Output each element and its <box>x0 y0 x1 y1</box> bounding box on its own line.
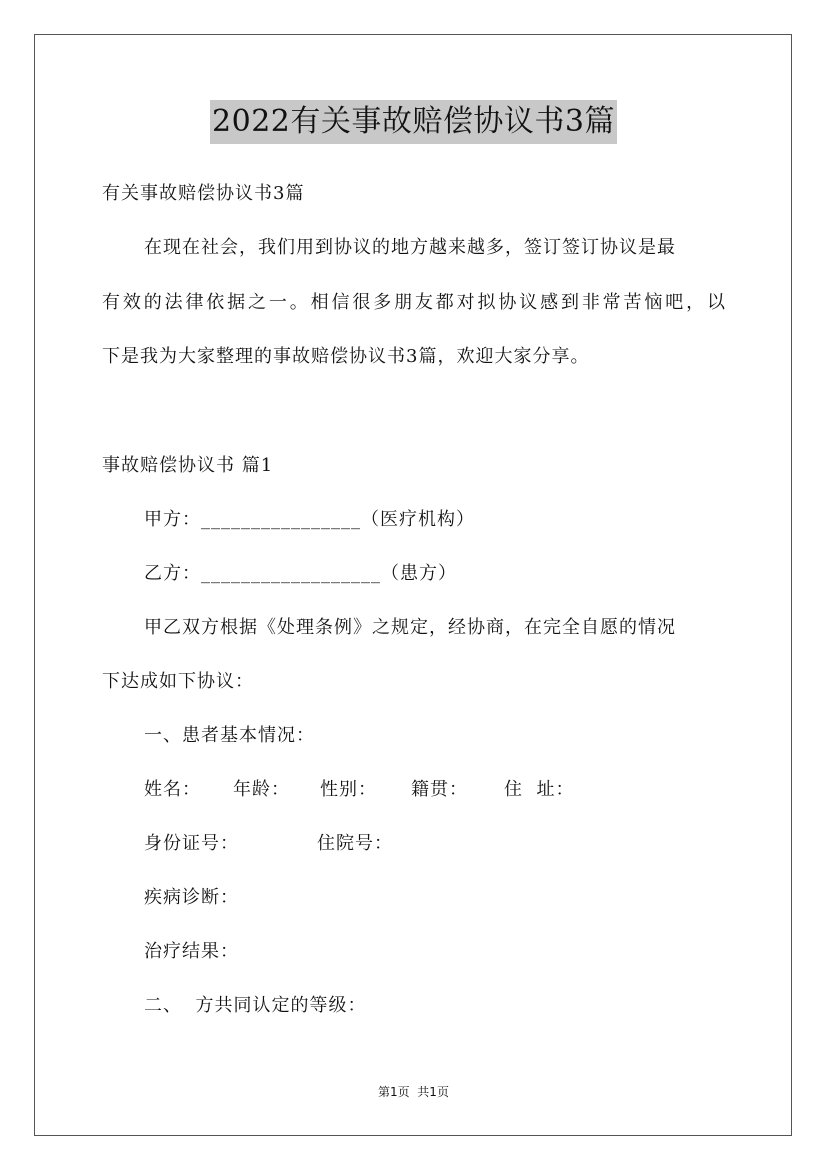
treatment-result-label: 治疗结果： <box>144 941 239 962</box>
patient-fields-row-2 <box>144 831 393 857</box>
field-age-label: 年龄： <box>233 779 290 800</box>
patient-fields-row-1 <box>144 777 574 803</box>
intro-line-3: 下是我为大家整理的事故赔偿协议书3篇，欢迎大家分享。 <box>102 346 590 367</box>
document-subtitle: 有关事故赔偿协议书3篇 <box>102 183 305 204</box>
intro-line-1: 在现在社会，我们用到协议的地方越来越多，签订签订协议是最 <box>144 237 676 258</box>
title-container <box>0 100 827 144</box>
field-name-label: 姓名： <box>144 779 201 800</box>
item-2-heading: 二、 方共同认定的等级： <box>144 995 367 1016</box>
diagnosis-label: 疾病诊断： <box>144 887 239 908</box>
page-footer: 第1页 共1页 <box>378 1085 449 1099</box>
section-heading: 事故赔偿协议书 篇1 <box>102 455 274 476</box>
party-a-line: 甲方：________________（医疗机构） <box>144 509 475 530</box>
field-id-number-label: 身份证号： <box>144 833 239 854</box>
field-origin-label: 籍贯： <box>411 779 468 800</box>
field-gender-label: 性别： <box>320 779 377 800</box>
party-b-line: 乙方：__________________（患方） <box>144 563 457 584</box>
field-hospital-number-label: 住院号： <box>317 833 393 854</box>
agreement-line-1: 甲乙双方根据《处理条例》之规定，经协商，在完全自愿的情况 <box>144 617 676 638</box>
agreement-line-2: 下达成如下协议： <box>102 671 254 692</box>
document-title: 2022有关事故赔偿协议书3篇 <box>210 100 617 144</box>
field-address-label: 住 址： <box>504 779 575 800</box>
intro-line-2: 有效的法律依据之一。相信很多朋友都对拟协议感到非常苦恼吧，以 <box>102 292 727 313</box>
item-1-heading: 一、患者基本情况： <box>144 725 315 746</box>
